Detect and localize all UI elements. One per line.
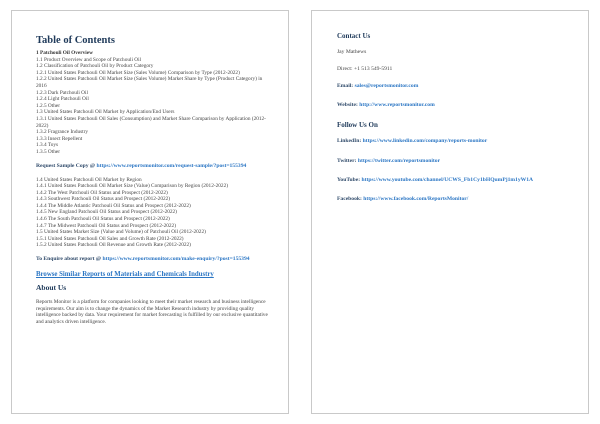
- toc-list-region: [36, 177, 272, 250]
- toc-item: 1.2.1 United States Patchouli Oil Market Size (Sales Volume) Comparison by Type (2012-2022): [36, 69, 240, 76]
- linkedin-label: LinkedIn:: [337, 138, 362, 145]
- toc-item: 1.1 Product Overview and Scope of Patchouli Oil: [36, 56, 142, 63]
- toc-item: 1.2.2 United States Patchouli Oil Market Size (Sales Volume) Market Share by Type (Product Category) in 2016: [36, 76, 263, 89]
- website-label: Website:: [337, 102, 358, 109]
- request-sample-link[interactable]: https://www.reportsmonitor.com/request-sample/?post=155394: [96, 162, 247, 169]
- toc-item: 1.4.6 The South Patchouli Oil Status and Prospect (2012-2022): [36, 216, 170, 223]
- about-heading: About Us: [36, 283, 67, 293]
- toc-item: 1.2 Classification of Patchouli Oil by Product Category: [36, 63, 154, 70]
- direct-label: Direct:: [337, 66, 353, 72]
- contact-heading: Contact Us: [337, 32, 371, 40]
- toc-item: 1.4.7 The Midwest Patchouli Oil Status and Prospect (2012-2022): [36, 222, 176, 229]
- toc-item: 1.3.4 Toys: [36, 142, 59, 149]
- youtube-link[interactable]: https://www.youtube.com/channel/UCWS_Fb1Cy1bHQumPj1m1yW1A: [361, 176, 534, 183]
- enquire-line: [36, 256, 272, 263]
- contact-name: Jay Mathews: [337, 49, 367, 55]
- request-sample-line: [36, 163, 272, 170]
- page-content: [337, 32, 572, 215]
- about-paragraph: Reports Monitor is a platform for companies looking to meet their market research and business intelligence requirements. Our aim is to change the dynamics of the Market Research industry by providing quality intelligence backed by data. Your requirement for market forecasting is fulfilled by our exclusive quantitative and analytics driven intelligence.: [36, 299, 268, 326]
- toc-item: 1.2.4 Light Patchouli Oil: [36, 96, 89, 103]
- request-sample-label: Request Sample Copy @: [36, 162, 96, 169]
- browse-similar-reports-link[interactable]: Browse Similar Reports of Materials and Chemicals Industry: [36, 271, 214, 279]
- facebook-label: Facebook:: [337, 196, 362, 203]
- toc-item: 1.2.3 Dark Patchouli Oil: [36, 89, 88, 96]
- twitter-label: Twitter:: [337, 157, 357, 164]
- toc-item: 1.3.5 Other: [36, 148, 60, 155]
- toc-item: 1.5.2 United States Patchouli Oil Revenue and Growth Rate (2012-2022): [36, 242, 191, 249]
- enquire-link[interactable]: https://www.reportsmonitor.com/make-enquiry/?post=155394: [102, 256, 250, 263]
- toc-item: 1.4.4 The Middle Atlantic Patchouli Oil Status and Prospect (2012-2022): [36, 202, 191, 209]
- twitter-line: [337, 158, 572, 165]
- twitter-link[interactable]: https://twitter.com/reportsmonitor: [357, 157, 441, 164]
- direct-value: +1 513 549-5911: [353, 66, 393, 72]
- toc-item: 1.3.2 Fragrance Industry: [36, 129, 89, 136]
- toc-item: 1.3.1 United States Patchouli Oil Sales (Consumption) and Market Share Comparison by Application (2012-2022): [36, 115, 266, 129]
- toc-item: 1.4.1 United States Patchouli Oil Market Size (Value) Comparison by Region (2012-2022): [36, 183, 228, 190]
- follow-heading: Follow Us On: [337, 121, 378, 130]
- toc-item: 1.5 United States Market Size (Value and Volume) of Patchouli Oil (2012-2022): [36, 229, 206, 236]
- website-line: [337, 102, 572, 109]
- toc-title: Table of Contents: [36, 35, 115, 46]
- toc-item: 1.4.5 New England Patchouli Oil Status and Prospect (2012-2022): [36, 209, 177, 216]
- document-page-left: [11, 10, 289, 414]
- toc-item: 1 Patchouli Oil Overview: [36, 50, 93, 56]
- facebook-link[interactable]: https://www.facebook.com/ReportsMonitor/: [363, 196, 469, 203]
- email-link[interactable]: sales@reportsmonitor.com: [354, 83, 419, 89]
- enquire-label: To Enquire about report @: [36, 256, 102, 263]
- email-label: Email:: [337, 83, 354, 89]
- toc-item: 1.4.3 Southwest Patchouli Oil Status and Prospect (2012-2022): [36, 196, 171, 203]
- linkedin-line: [337, 138, 572, 145]
- document-page-right: [311, 10, 589, 414]
- toc-item: 1.5.1 United States Patchouli Oil Sales and Growth Rate (2012-2022): [36, 235, 184, 242]
- toc-item: 1.4.2 The West Patchouli Oil Status and Prospect (2012-2022): [36, 189, 168, 196]
- website-link[interactable]: http://www.reportsmonitor.com: [359, 102, 435, 109]
- toc-item: 1.3.3 Insect Repellent: [36, 135, 83, 142]
- page-content: [36, 35, 272, 326]
- direct-phone-line: [337, 66, 572, 72]
- youtube-line: [337, 177, 572, 184]
- toc-item: 1.3 United States Patchouli Oil Market by Application/End Users: [36, 109, 175, 116]
- linkedin-link[interactable]: https://www.linkedin.com/company/reports-monitor: [362, 138, 488, 145]
- email-line: [337, 83, 572, 90]
- toc-item: 1.2.5 Other: [36, 102, 60, 109]
- toc-list: [36, 50, 272, 156]
- youtube-label: YouTube:: [337, 176, 361, 183]
- toc-item: 1.4 United States Patchouli Oil Market by Region: [36, 176, 142, 183]
- facebook-line: [337, 196, 572, 203]
